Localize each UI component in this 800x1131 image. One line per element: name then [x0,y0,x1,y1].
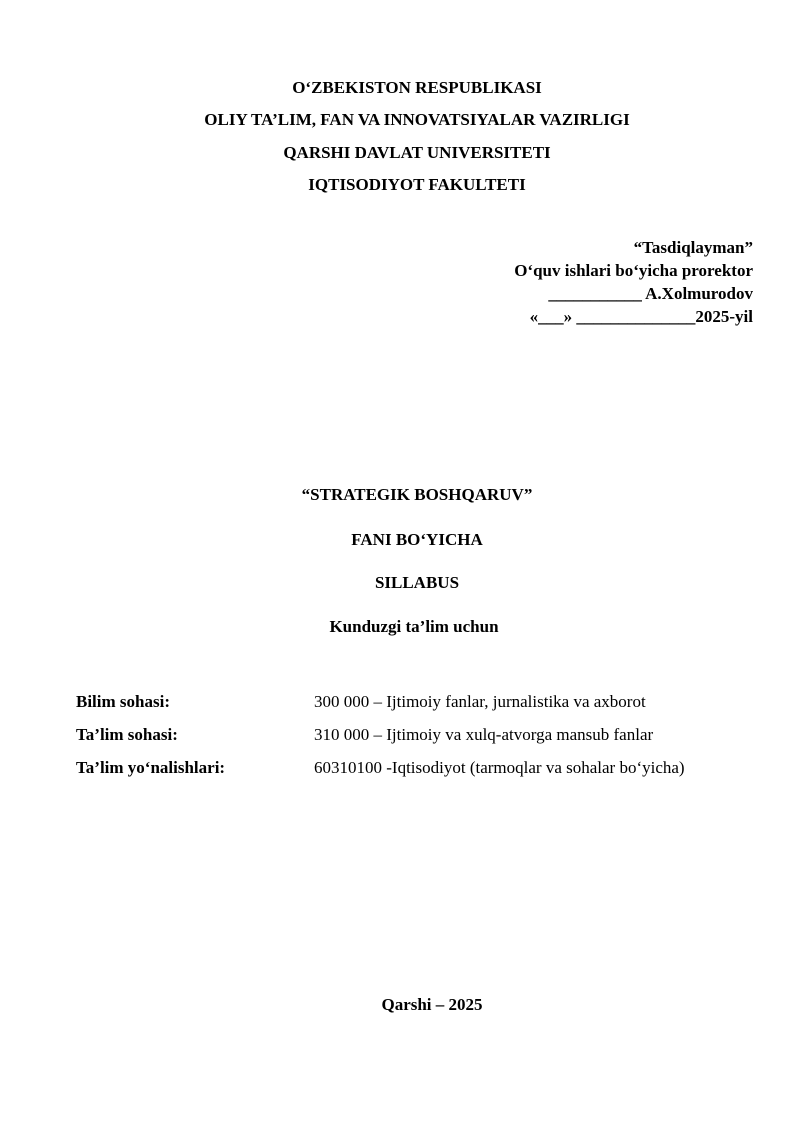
subject-fani: FANI BO‘YICHA [351,530,483,549]
ministry-country: O‘ZBEKISTON RESPUBLIKASI [292,78,542,97]
info-label: Ta’lim sohasi: [76,725,178,744]
ministry-name: OLIY TA’LIM, FAN VA INNOVATSIYALAR VAZIRLIGI [204,110,630,129]
place-year: Qarshi – 2025 [381,995,483,1014]
info-label: Ta’lim yo‘nalishlari: [76,758,226,777]
university-name: QARSHI DAVLAT UNIVERSITETI [283,143,551,162]
subject-name: “STRATEGIK BOSHQARUV” [301,485,533,504]
info-value: 300 000 – Ijtimoiy fanlar, jurnalistika va axborot [314,692,646,711]
faculty-name: IQTISODIYOT FAKULTETI [308,175,526,194]
document-type: SILLABUS [374,573,460,592]
info-label: Bilim sohasi: [76,692,170,711]
info-value: 60310100 -Iqtisodiyot (tarmoqlar va sohalar bo‘yicha) [314,758,685,777]
approval-position: O‘quv ishlari bo‘yicha prorektor [514,261,753,280]
info-value: 310 000 – Ijtimoiy va xulq-atvorga mansub fanlar [314,725,654,744]
approval-title: “Tasdiqlayman” [633,238,753,257]
approval-signature: ___________ A.Xolmurodov [548,284,753,303]
study-form: Kunduzgi ta’lim uchun [329,617,499,636]
approval-date: «___» ______________2025-yil [529,307,753,326]
